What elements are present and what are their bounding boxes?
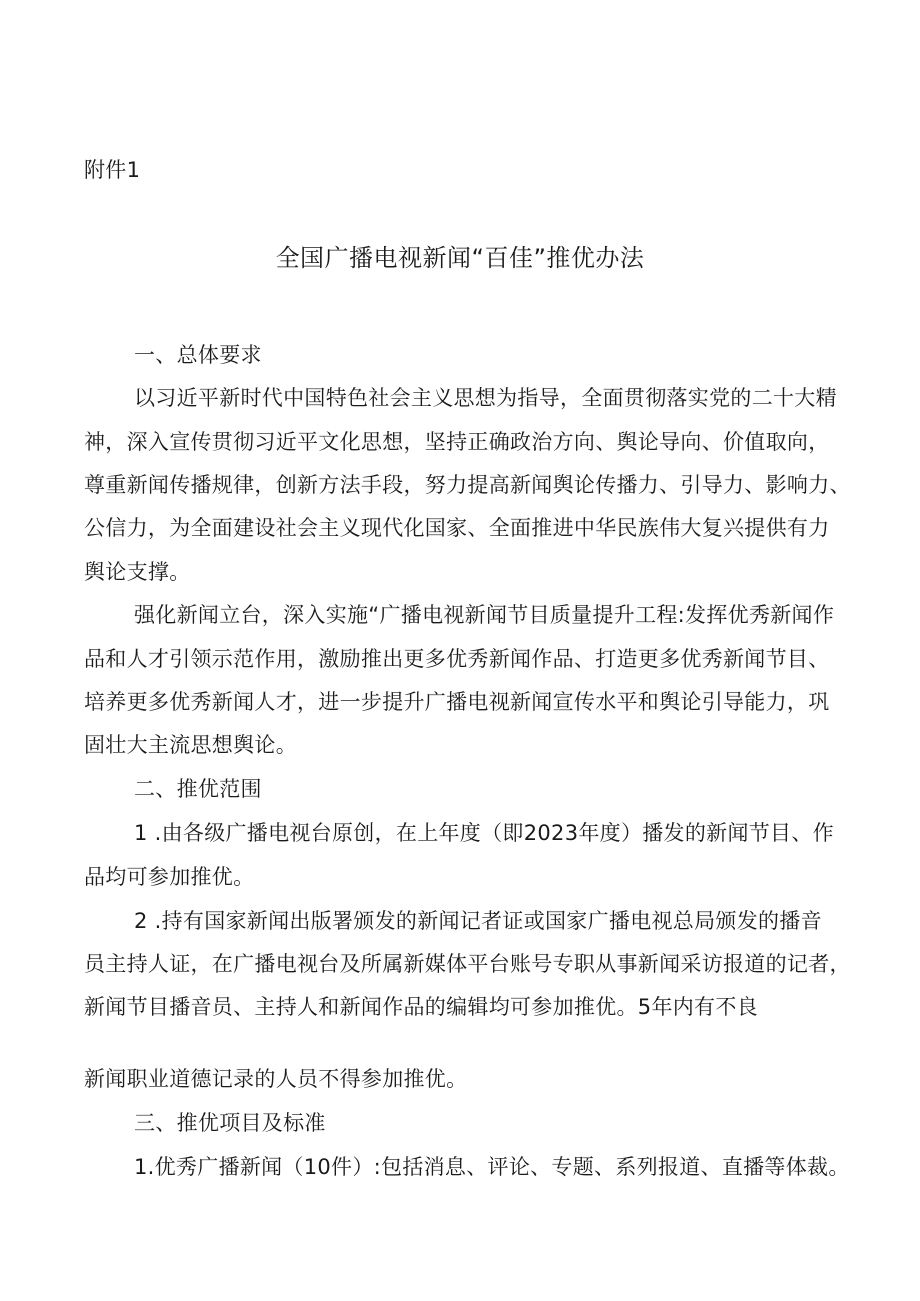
paragraph-line: 尊重新闻传播规律，创新方法手段，努力提高新闻舆论传播力、引导力、影响力、 [84,473,851,497]
document-title: 全国广播电视新闻“百佳”推优办法 [275,244,645,272]
attachment-label: 附件1 [84,158,141,182]
paragraph-line: 2 .持有国家新闻出版署颁发的新闻记者证或国家广播电视总局颁发的播音 [134,909,822,933]
paragraph-line: 公信力，为全面建设社会主义现代化国家、全面推进中华民族伟大复兴提供有力 [84,516,830,540]
paragraph-line: 以习近平新时代中国特色社会主义思想为指导，全面贯彻落实党的二十大精 [134,386,837,410]
paragraph-line: 固壮大主流思想舆论。 [84,733,297,757]
paragraph-line: 新闻节目播音员、主持人和新闻作品的编辑均可参加推优。5年内有不良 [84,995,758,1019]
paragraph-line: 培养更多优秀新闻人才，进一步提升广播电视新闻宣传水平和舆论引导能力，巩 [84,690,830,714]
paragraph-line: 品均可参加推优。 [84,865,255,889]
paragraph-line: 强化新闻立台，深入实施“广播电视新闻节目质量提升工程:发挥优秀新闻作 [134,603,835,627]
paragraph-line: 1 .由各级广播电视台原创，在上年度（即2023年度）播发的新闻节目、作 [134,821,834,845]
paragraph-line: 神，深入宣传贯彻习近平文化思想，坚持正确政治方向、舆论导向、价值取向， [84,430,830,454]
section-heading-3: 三、推优项目及标准 [134,1111,326,1135]
paragraph-line: 新闻职业道德记录的人员不得参加推优。 [84,1067,468,1091]
paragraph-line: 舆论支撑。 [84,560,191,584]
paragraph-line: 1.优秀广播新闻（10件）:包括消息、评论、专题、系列报道、直播等体裁。 [134,1155,850,1179]
paragraph-line: 品和人才引领示范作用，激励推出更多优秀新闻作品、打造更多优秀新闻节目、 [84,647,830,671]
section-heading-1: 一、总体要求 [134,343,262,367]
section-heading-2: 二、推优范围 [134,777,262,801]
paragraph-line: 员主持人证，在广播电视台及所属新媒体平台账号专职从事新闻采访报道的记者， [84,952,851,976]
